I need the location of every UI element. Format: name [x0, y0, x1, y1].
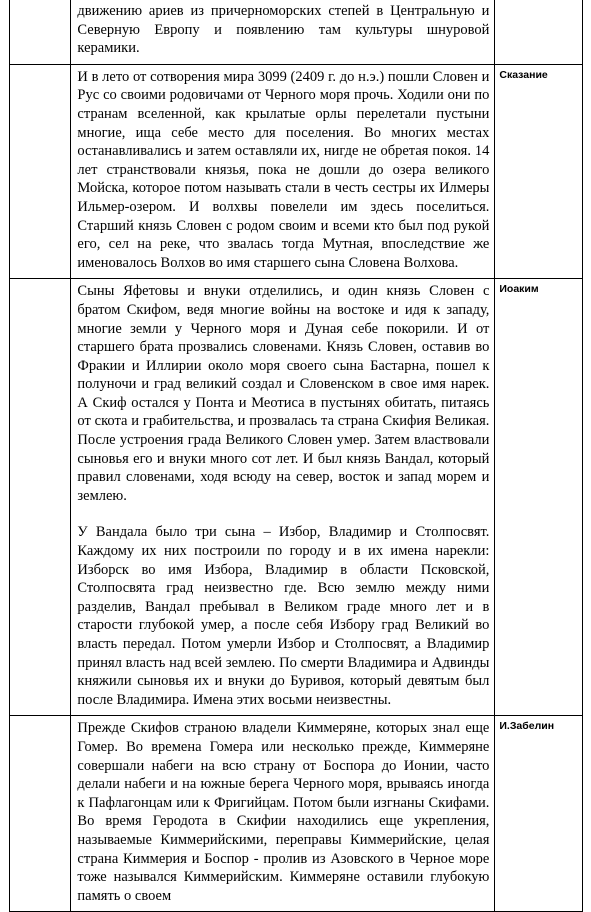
text-cell: [71, 0, 495, 64]
text-cell: [71, 64, 495, 279]
paragraph: Сыны Яфетовы и внуки отделились, и один князь Словен с братом Скифом, ведя многие войны на востоке и идя к западу, многие земли у Черного моря и Дуная себе покорили. И от старшего брата прозвались словенами. Князь Словен, оставив во Фракии и Иллирии около моря своего сына Бастарна, пошел к полуночи и град великий создал и Словенском в свое имя нарек. А Скиф остался у Понта и Меотиса в пустынях обитать, питаясь от скота и грабительства, и прозвалась та страна Скифия Великая. После устроения града Великого Словен умер. Затем властвовали сыновья его и внуки много сот лет. И был князь Вандал, который правил словенами, ходя всюду на север, восток и запад морем и землею.: [77, 283, 490, 504]
table-row: [10, 716, 583, 912]
paragraph: Прежде Скифов страною владели Киммеряне, которых знал еще Гомер. Во времена Гомера или несколько прежде, Киммеряне совершали набеги на всю страну от Боспора до Ионии, часто делали набеги и на южные берега Черного моря, врываясь иногда к Пафлагонцам или к Фригийцам. Потом были изгнаны Скифами. Во время Геродота в Скифии находились еще укрепления, называемые Киммерийскими, переправы Киммерийские, целая страна Киммерия и Боспор - пролив из Азовского в Черное море тоже назывался Киммерийским. Киммеряне оставили глубокую память о своем: [77, 720, 490, 904]
source-cell: [495, 64, 583, 279]
table-row: [10, 279, 583, 716]
comparison-table: [9, 0, 583, 912]
text-cell: [71, 716, 495, 912]
source-label: Иоаким: [499, 283, 539, 296]
empty-cell: [10, 0, 71, 64]
source-label: [495, 0, 582, 5]
source-cell: [495, 716, 583, 912]
source-cell: [495, 279, 583, 716]
table-row: [10, 64, 583, 279]
empty-cell: [10, 279, 71, 716]
source-label: И.Забелин: [499, 720, 555, 733]
paragraph: движению ариев из причерноморских степей в Центральную и Северную Европу и появлению там культуры шнуровой керамики.: [77, 3, 490, 57]
text-cell: [71, 279, 495, 716]
empty-cell: [10, 64, 71, 279]
paragraph: У Вандала было три сына – Избор, Владимир и Столпосвят. Каждому их них построили по городу и в их имена нарекли: Изборск во имя Избора, Владимир в области Псковской, Столпосвята град неизвестно где. Всю землю между ними разделив, Вандал пребывал в Великом граде много лет и в старости глубокой умер, а после себя Избору град Великий во власть передал. Потом умерли Избор и Столпосвят, а Владимир принял власть над всей землею. По смерти Владимира и Адвинды княжили сыновья их и внуки до Буривоя, который девятым был после Владимира. Имена этих восьми неизвестны.: [77, 524, 490, 708]
empty-cell: [10, 716, 71, 912]
source-cell: [495, 0, 583, 64]
table-row: [10, 0, 583, 64]
source-label: Сказание: [499, 68, 548, 81]
paragraph: И в лето от сотворения мира 3099 (2409 г. до н.э.) пошли Словен и Рус со своими родовичами от Черного моря прочь. Ходили они по странам вселенной, как крылатые орлы перелетали пустыни многие, ища себе место для поселения. Во многих местах останавливались и затем оставляли их, нигде не обретая покоя. 14 лет странствовали князья, пока не дошли до озера великого Мойска, которое потом называть стали в честь сестры их Илмеры Ильмер-озером. И волхвы повелели им здесь поселиться. Старший князь Словен с родом своим и всеми кто был под рукой его, сел на реке, что звалась тогда Мутная, впоследствие же именовалось Волхов во имя старшего сына Словена Волхова.: [77, 68, 490, 271]
